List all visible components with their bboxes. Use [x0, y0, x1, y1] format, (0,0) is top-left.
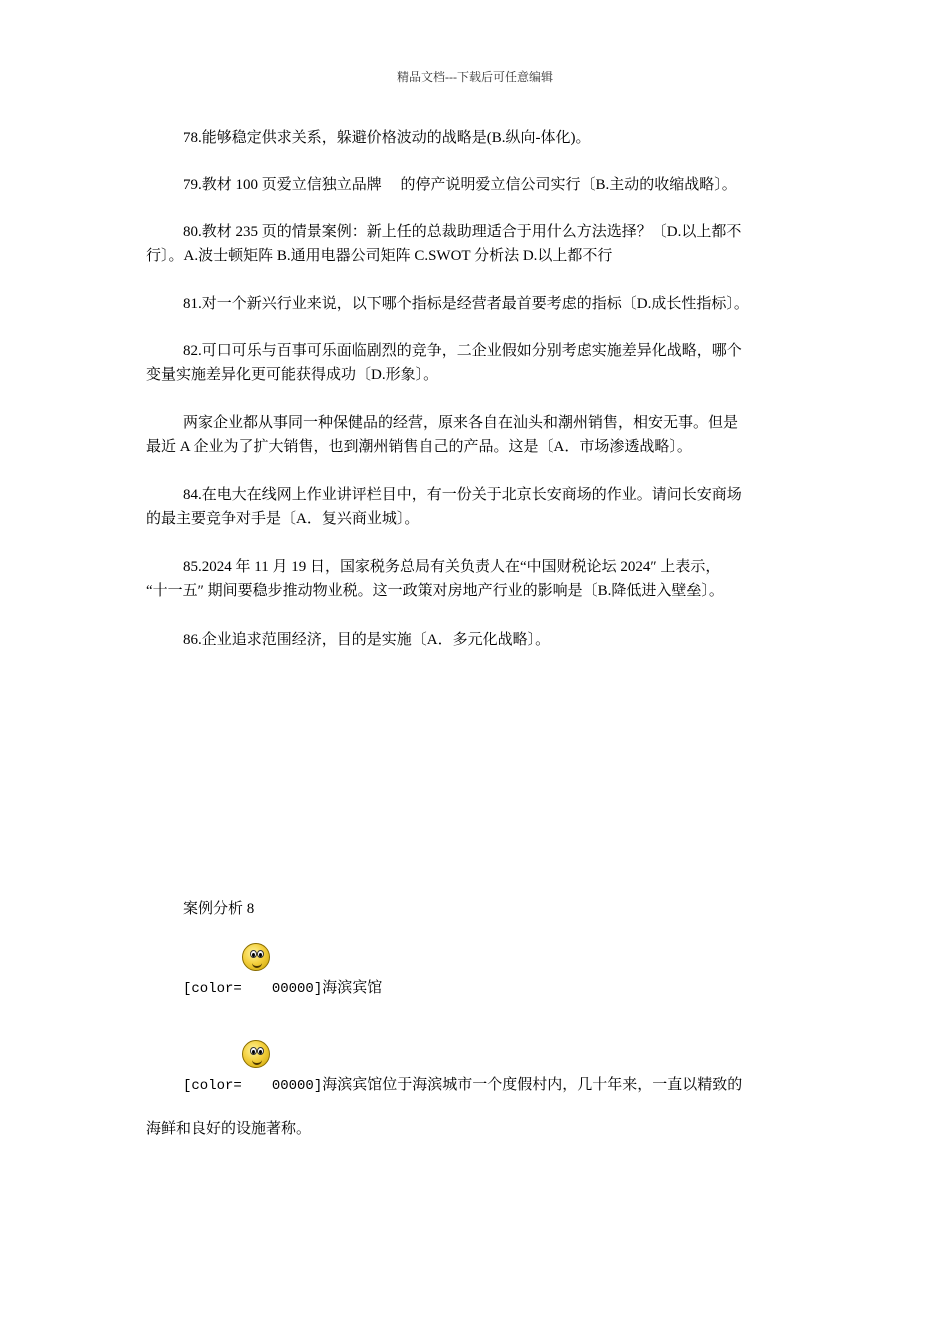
question-line: 最近 A 企业为了扩大销售，也到潮州销售自己的产品。这是〔A．市场渗透战略〕。: [146, 439, 692, 455]
case-title-text: 案例分析 8: [183, 901, 255, 917]
case-paragraph-text: 海鲜和良好的设施著称。: [146, 1121, 312, 1137]
question-86: [146, 628, 816, 652]
case-paragraph-text: 海滨宾馆位于海滨城市一个度假村内，几十年来，一直以精致的: [322, 1077, 743, 1093]
question-83: [146, 411, 816, 459]
question-81: [146, 292, 816, 316]
question-line: 86.企业追求范围经济，目的是实施〔A．多元化战略〕。: [183, 632, 551, 648]
question-line: “十一五″ 期间要稳步推动物业税。这一政策对房地产行业的影响是〔B.降低进入壁垒〕。: [146, 583, 724, 599]
color-code: 00000]: [271, 981, 323, 997]
question-line: 79.教材 100 页爱立信独立品牌 的停产说明爱立信公司实行〔B.主动的收缩战略〕。: [183, 177, 737, 193]
case-paragraph: [146, 1073, 816, 1098]
case-heading: [146, 976, 816, 1001]
question-line: 变量实施差异化更可能获得成功〔D.形象〕。: [146, 367, 439, 383]
question-78: [146, 126, 816, 150]
question-line: 的最主要竞争对手是〔A．复兴商业城〕。: [146, 511, 420, 527]
question-line: 84.在电大在线网上作业讲评栏目中，有一份关于北京长安商场的作业。请问长安商场: [183, 487, 742, 503]
question-line: 两家企业都从事同一种保健品的经营，原来各自在汕头和潮州销售，相安无事。但是: [183, 415, 739, 431]
question-line: 78.能够稳定供求关系，躲避价格波动的战略是(B.纵向-体化)。: [183, 130, 591, 146]
case-title: [146, 897, 816, 921]
question-line: 81.对一个新兴行业来说，以下哪个指标是经营者最首要考虑的指标〔D.成长性指标〕。: [183, 296, 749, 312]
smiley-icon: [242, 1040, 270, 1068]
question-82: [146, 339, 816, 387]
color-code: 00000]: [271, 1078, 323, 1094]
question-line: 82.可口可乐与百事可乐面临剧烈的竞争，二企业假如分别考虑实施差异化战略，哪个: [183, 343, 742, 359]
question-line: 80.教材 235 页的情景案例：新上任的总裁助理适合于用什么方法选择？〔D.以上都不: [183, 224, 742, 240]
question-84: [146, 483, 816, 531]
question-line: 行〕。A.波士顿矩阵 B.通用电器公司矩阵 C.SWOT 分析法 D.以上都不行: [146, 248, 613, 264]
smiley-icon: [242, 943, 270, 971]
color-tag: [color=: [183, 1078, 242, 1094]
case-paragraph-cont: [146, 1117, 816, 1141]
color-tag: [color=: [183, 981, 242, 997]
case-heading-text: 海滨宾馆: [322, 980, 383, 996]
question-line: 85.2024 年 11 月 19 日，国家税务总局有关负责人在“中国财税论坛 2024″ 上表示，: [183, 559, 721, 575]
question-85: [146, 555, 816, 603]
page-header: 精品文档---下载后可任意编辑: [397, 70, 553, 84]
question-79: [146, 173, 816, 197]
question-80: [146, 220, 816, 268]
